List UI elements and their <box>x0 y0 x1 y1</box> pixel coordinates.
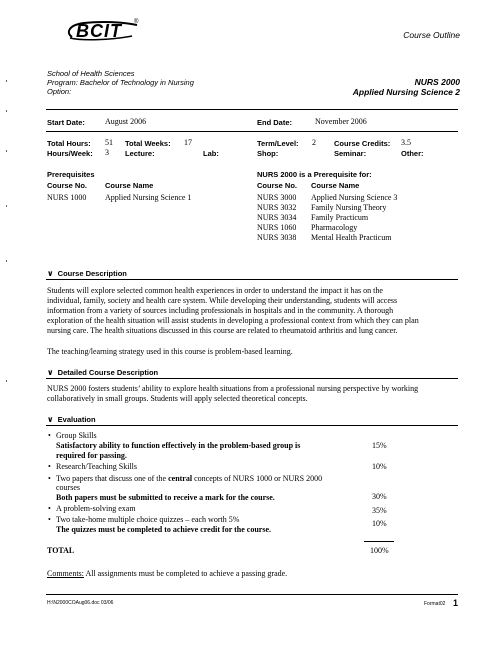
comments-text: All assignments must be completed to achieve a passing grade. <box>83 569 288 578</box>
start-date-value: August 2006 <box>105 117 147 126</box>
course-code: NURS 2000 <box>414 77 460 87</box>
course-description-title: Course Description <box>57 269 127 278</box>
bullet-icon: • <box>48 462 51 471</box>
papers-text: Two papers that discuss one of the <box>56 474 169 483</box>
total-pct: 100% <box>370 546 389 555</box>
course-description-rule <box>46 279 458 280</box>
prereq-for-heading: NURS 2000 is a Prerequisite for: <box>257 170 372 179</box>
eval-item-group-skills: Group Skills <box>56 431 97 440</box>
lab-label: Lab: <box>203 149 219 158</box>
total-weeks-label: Total Weeks: <box>125 139 171 148</box>
scan-speck <box>6 150 7 152</box>
hours-week-label: Hours/Week: <box>47 149 93 158</box>
footer-form: Format02 <box>424 601 446 607</box>
program-name: Program: Bachelor of Technology in Nursing <box>47 78 194 87</box>
papers-emphasis: central <box>168 474 193 483</box>
eval-note-quizzes: The quizzes must be completed to achieve credit for the course. <box>56 525 271 534</box>
eval-pct-group: 15% <box>372 441 387 450</box>
bullet-icon: • <box>48 515 51 524</box>
detailed-description-title: Detailed Course Description <box>57 368 159 377</box>
total-hours-label: Total Hours: <box>47 139 91 148</box>
prereq-row-name: Applied Nursing Science 1 <box>105 193 192 202</box>
prereq-for-col-course-name: Course Name <box>311 181 360 190</box>
start-date-label: Start Date: <box>47 118 85 127</box>
evaluation-title: Evaluation <box>57 415 96 424</box>
course-credits-value: 3.5 <box>401 138 411 147</box>
course-title: Applied Nursing Science 2 <box>352 87 460 97</box>
total-rule <box>364 541 394 542</box>
scan-speck <box>6 205 7 207</box>
dates-rule <box>46 131 458 132</box>
scan-speck <box>6 380 7 382</box>
prereq-col-course-name: Course Name <box>105 181 154 190</box>
seminar-label: Seminar: <box>334 149 367 158</box>
eval-item-research: Research/Teaching Skills <box>56 462 137 471</box>
prereq-for-row-no: NURS 3034 <box>257 213 297 222</box>
end-date-label: End Date: <box>257 118 293 127</box>
term-level-label: Term/Level: <box>257 139 299 148</box>
prereq-for-row-no: NURS 3032 <box>257 203 297 212</box>
evaluation-heading <box>47 415 96 424</box>
total-weeks-value: 17 <box>184 138 192 147</box>
course-description-line: nursing care. The health situations discussed in this course are related to rheumatoid arthritis and lung cancer. <box>47 326 398 335</box>
prereq-for-row-name: Mental Health Practicum <box>311 233 392 242</box>
footer-rule <box>46 594 458 595</box>
detailed-description-line: NURS 2000 fosters students’ ability to explore health situations from a professional nursing perspective by working <box>47 384 419 393</box>
total-label: TOTAL <box>47 546 75 555</box>
lecture-label: Lecture: <box>125 149 155 158</box>
detailed-description-rule <box>46 378 458 379</box>
course-description-line: information from a variety of sources including professionals in hospitals and in the community. A thorough <box>47 306 394 315</box>
prereq-for-row-name: Pharmacology <box>311 223 358 232</box>
prereq-for-row-name: Family Practicum <box>311 213 369 222</box>
prereq-for-col-course-no: Course No. <box>257 181 298 190</box>
other-label: Other: <box>401 149 424 158</box>
eval-note-papers: Both papers must be submitted to receive a mark for the course. <box>56 493 275 502</box>
comments-label: Comments: <box>47 569 84 578</box>
section-chevron-icon: ∨ <box>47 269 54 278</box>
eval-pct-exam: 35% <box>372 506 387 515</box>
course-description-line: Students will explore selected common health experiences in order to understand the impact it has on the <box>47 286 383 295</box>
eval-item-quizzes: Two take-home multiple choice quizzes – each worth 5% <box>56 515 240 524</box>
eval-pct-research: 10% <box>372 462 387 471</box>
scan-speck <box>6 80 7 82</box>
papers-text: concepts of NURS 1000 or NURS 2000 <box>192 474 323 483</box>
comments <box>47 569 287 578</box>
prereq-for-row-no: NURS 3000 <box>257 193 297 202</box>
detailed-description-line: collaboratively in small groups. Students will apply selected theoretical concepts. <box>47 394 308 403</box>
end-date-value: November 2006 <box>315 117 367 126</box>
course-credits-label: Course Credits: <box>334 139 391 148</box>
scan-speck <box>6 110 7 112</box>
section-chevron-icon: ∨ <box>47 368 54 377</box>
prereq-col-course-no: Course No. <box>47 181 88 190</box>
eval-item-exam: A problem-solving exam <box>56 504 136 513</box>
shop-label: Shop: <box>257 149 279 158</box>
bullet-icon: • <box>48 431 51 440</box>
bullet-icon: • <box>48 504 51 513</box>
header-rule <box>46 109 458 110</box>
section-chevron-icon: ∨ <box>47 415 54 424</box>
prerequisites-heading: Prerequisites <box>47 170 95 179</box>
bullet-icon: • <box>48 474 51 483</box>
hours-week-value: 3 <box>105 148 109 157</box>
course-description-line: exploration of the health situation will assist students in developing a professional context from which they can plan <box>47 316 419 325</box>
page-number: 1 <box>453 598 459 608</box>
evaluation-rule <box>46 425 458 426</box>
prereq-for-row-name: Family Nursing Theory <box>311 203 387 212</box>
prereq-for-row-no: NURS 1060 <box>257 223 297 232</box>
scan-speck <box>6 260 7 262</box>
prereq-row-no: NURS 1000 <box>47 193 87 202</box>
eval-pct-quizzes: 10% <box>372 519 387 528</box>
school-name: School of Health Sciences <box>47 69 135 78</box>
course-description-line: individual, family, society and health care system. While developing their understanding, students will access <box>47 296 398 305</box>
eval-note-group: Satisfactory ability to function effectively in the problem-based group is <box>56 441 301 450</box>
eval-item-papers-cont: courses <box>56 483 80 492</box>
option-label: Option: <box>47 87 72 96</box>
total-hours-value: 51 <box>105 138 113 147</box>
bcit-logo <box>62 19 142 43</box>
eval-note-group: required for passing. <box>56 451 127 460</box>
doc-type: Course Outline <box>403 30 460 40</box>
detailed-description-heading <box>47 368 158 377</box>
logo-registered-mark: ® <box>134 19 139 25</box>
footer-filename: H:\N2000COAug06.doc 03/06 <box>47 600 114 606</box>
eval-pct-papers: 30% <box>372 492 387 501</box>
prereq-for-row-name: Applied Nursing Science 3 <box>311 193 398 202</box>
course-description-heading <box>47 269 127 278</box>
prereq-for-row-no: NURS 3038 <box>257 233 297 242</box>
eval-item-papers <box>56 474 322 483</box>
logo-text: BCIT <box>76 21 122 41</box>
term-level-value: 2 <box>312 138 316 147</box>
teaching-strategy: The teaching/learning strategy used in this course is problem-based learning. <box>47 347 293 356</box>
